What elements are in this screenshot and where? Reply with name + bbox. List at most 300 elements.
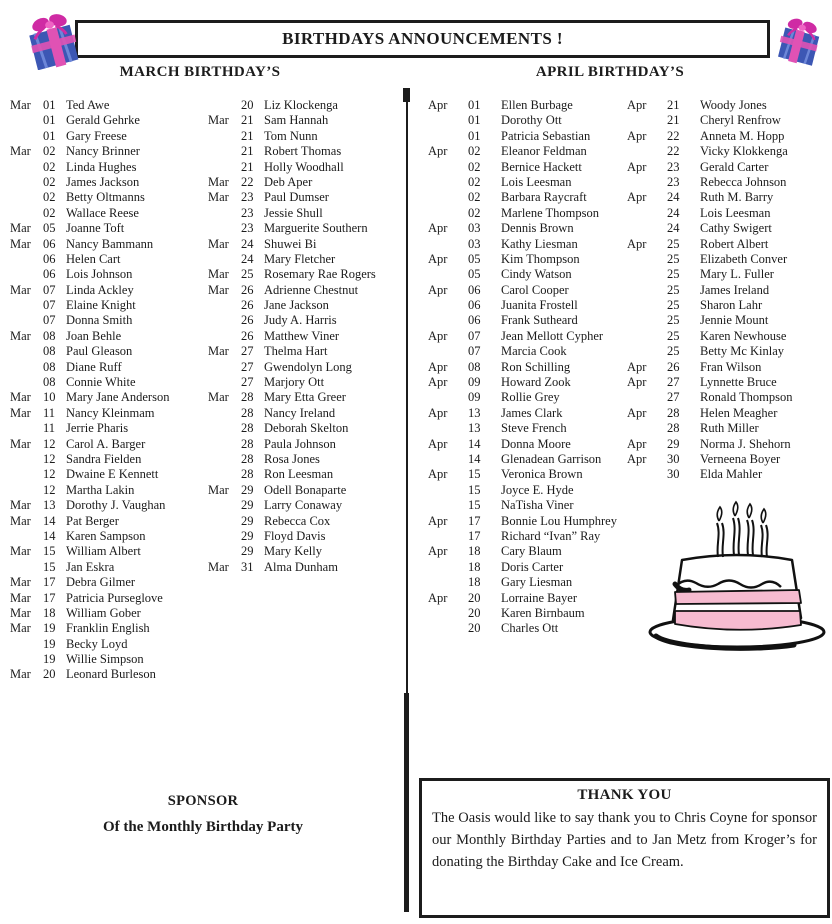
- month-label: [428, 390, 468, 405]
- name-label: Linda Ackley: [66, 282, 134, 297]
- name-label: Martha Lakin: [66, 482, 135, 497]
- name-label: Elizabeth Conver: [700, 251, 788, 266]
- birthday-row: [10, 498, 206, 513]
- month-label: [208, 221, 241, 236]
- day-label: 07: [43, 313, 56, 328]
- page-title: BIRTHDAYS ANNOUNCEMENTS !: [282, 29, 563, 48]
- birthday-row: [428, 514, 624, 529]
- name-label: William Albert: [66, 544, 141, 559]
- name-label: Rosa Jones: [264, 451, 320, 466]
- day-label: 26: [241, 328, 254, 343]
- month-label: [627, 344, 667, 359]
- month-label: Apr: [428, 467, 448, 482]
- day-label: 01: [468, 128, 481, 143]
- month-label: [428, 267, 468, 282]
- month-label: [428, 560, 468, 575]
- month-label: [10, 560, 43, 575]
- april-heading: APRIL BIRTHDAY’S: [535, 64, 685, 80]
- month-label: [428, 529, 468, 544]
- name-label: Norma J. Shehorn: [700, 436, 791, 451]
- day-label: 20: [468, 621, 481, 636]
- day-label: 06: [468, 282, 481, 297]
- birthday-row: [10, 406, 206, 421]
- month-label: Mar: [208, 267, 229, 282]
- name-label: Holly Woodhall: [264, 159, 344, 174]
- birthday-row: [428, 206, 624, 221]
- day-label: 02: [43, 205, 56, 220]
- day-label: 21: [241, 128, 254, 143]
- name-label: Nancy Ireland: [264, 405, 336, 420]
- name-label: Charles Ott: [501, 621, 559, 636]
- month-label: [428, 175, 468, 190]
- day-label: 25: [667, 328, 680, 343]
- birthday-row: [627, 144, 830, 159]
- day-label: 25: [667, 298, 680, 313]
- name-label: Judy A. Harris: [264, 313, 337, 328]
- day-label: 21: [241, 159, 254, 174]
- birthday-row: [428, 313, 624, 328]
- month-label: Mar: [208, 482, 229, 497]
- month-label: [208, 375, 241, 390]
- day-label: 25: [667, 236, 680, 251]
- day-label: 31: [241, 559, 254, 574]
- birthday-row: [208, 206, 406, 221]
- month-label: [208, 160, 241, 175]
- birthday-row: [627, 329, 830, 344]
- day-label: 01: [43, 113, 56, 128]
- day-label: 06: [43, 236, 56, 251]
- name-label: Steve French: [501, 421, 567, 436]
- day-label: 24: [241, 236, 254, 251]
- birthday-row: [208, 129, 406, 144]
- birthday-row: [428, 160, 624, 175]
- birthday-row: [10, 206, 206, 221]
- name-label: Mary Fletcher: [264, 251, 336, 266]
- month-label: [10, 452, 43, 467]
- day-label: 10: [43, 390, 56, 405]
- birthday-row: [208, 529, 406, 544]
- day-label: 18: [43, 605, 56, 620]
- month-label: Mar: [10, 621, 31, 636]
- month-label: Apr: [428, 436, 448, 451]
- birthday-row: [208, 144, 406, 159]
- month-label: Mar: [10, 328, 31, 343]
- name-label: Liz Klockenga: [264, 98, 338, 112]
- month-label: Apr: [428, 221, 448, 236]
- birthday-row: [208, 313, 406, 328]
- birthday-row: [10, 467, 206, 482]
- birthday-row: [10, 560, 206, 575]
- month-label: Mar: [10, 544, 31, 559]
- name-label: Gwendolyn Long: [264, 359, 352, 374]
- birthday-row: [10, 313, 206, 328]
- birthday-row: [208, 421, 406, 436]
- month-label: [10, 652, 43, 667]
- name-label: Diane Ruff: [66, 359, 122, 374]
- birthday-row: [627, 129, 830, 144]
- day-label: 21: [241, 144, 254, 159]
- month-label: [627, 175, 667, 190]
- month-label: [627, 421, 667, 436]
- month-label: Apr: [627, 436, 647, 451]
- day-label: 14: [468, 436, 481, 451]
- birthday-row: [627, 252, 830, 267]
- thank-you-body: The Oasis would like to say thank you to Chris Coyne for sponsor our Monthly Birthday Parties and to Jan Metz from Kroger’s for donating the Birthday Cake and Ice Cream.: [432, 810, 817, 870]
- birthday-row: [10, 237, 206, 252]
- month-label: Mar: [10, 236, 31, 251]
- birthday-row: [627, 298, 830, 313]
- day-label: 29: [667, 436, 680, 451]
- birthday-row: [428, 467, 624, 482]
- month-label: Apr: [627, 190, 647, 205]
- day-label: 28: [241, 451, 254, 466]
- name-label: Linda Hughes: [66, 159, 137, 174]
- name-label: Gerald Gehrke: [66, 113, 140, 128]
- day-label: 27: [667, 390, 680, 405]
- month-label: [10, 421, 43, 436]
- month-label: [428, 129, 468, 144]
- name-label: Marjory Ott: [264, 375, 325, 390]
- birthday-row: [10, 283, 206, 298]
- day-label: 28: [241, 390, 254, 405]
- day-label: 25: [667, 313, 680, 328]
- day-label: 26: [667, 359, 680, 374]
- month-label: Apr: [627, 359, 647, 374]
- month-label: [627, 267, 667, 282]
- month-label: [208, 98, 241, 113]
- header-banner: [75, 20, 770, 58]
- month-label: [627, 467, 667, 482]
- birthday-row: [208, 467, 406, 482]
- name-label: Ron Schilling: [501, 359, 571, 374]
- birthday-row: [10, 575, 206, 590]
- month-label: [10, 467, 43, 482]
- birthday-row: [428, 621, 624, 636]
- month-label: [208, 129, 241, 144]
- day-label: 25: [667, 267, 680, 282]
- day-label: 27: [241, 375, 254, 390]
- month-label: [208, 467, 241, 482]
- day-label: 27: [667, 375, 680, 390]
- day-label: 28: [241, 405, 254, 420]
- day-label: 05: [43, 221, 56, 236]
- month-label: Mar: [208, 282, 229, 297]
- month-label: [428, 206, 468, 221]
- day-label: 26: [241, 313, 254, 328]
- name-label: Fran Wilson: [700, 359, 762, 374]
- month-label: Apr: [627, 98, 647, 112]
- month-label: [428, 344, 468, 359]
- month-label: [10, 175, 43, 190]
- birthday-row: [208, 560, 406, 575]
- month-label: Mar: [10, 282, 31, 297]
- day-label: 12: [43, 467, 56, 482]
- month-label: [428, 575, 468, 590]
- day-label: 18: [468, 559, 481, 574]
- march-birthday-list-col2: [208, 98, 406, 575]
- birthday-row: [10, 544, 206, 559]
- month-label: [208, 298, 241, 313]
- birthday-row: [10, 190, 206, 205]
- name-label: Jean Mellott Cypher: [501, 328, 604, 343]
- name-label: Carol Cooper: [501, 282, 569, 297]
- name-label: Matthew Viner: [264, 328, 340, 343]
- day-label: 25: [667, 344, 680, 359]
- month-label: Apr: [627, 128, 647, 143]
- day-label: 07: [468, 328, 481, 343]
- day-label: 15: [468, 467, 481, 482]
- name-label: Deb Aper: [264, 174, 313, 189]
- day-label: 29: [241, 544, 254, 559]
- month-label: [10, 313, 43, 328]
- birthday-row: [208, 113, 406, 128]
- birthday-row: [10, 483, 206, 498]
- month-label: [10, 360, 43, 375]
- birthday-row: [428, 591, 624, 606]
- month-label: Apr: [627, 451, 647, 466]
- month-label: [428, 190, 468, 205]
- birthday-row: [428, 113, 624, 128]
- month-label: [627, 144, 667, 159]
- day-label: 20: [468, 590, 481, 605]
- birthday-cake-icon: [642, 500, 832, 660]
- birthday-row: [627, 160, 830, 175]
- day-label: 20: [468, 605, 481, 620]
- birthday-row: [10, 591, 206, 606]
- day-label: 23: [241, 190, 254, 205]
- birthday-row: [208, 175, 406, 190]
- birthday-row: [627, 313, 830, 328]
- day-label: 11: [43, 421, 56, 436]
- day-label: 21: [667, 98, 680, 112]
- birthday-row: [208, 190, 406, 205]
- day-label: 23: [667, 159, 680, 174]
- name-label: James Clark: [501, 405, 563, 420]
- month-label: [10, 160, 43, 175]
- day-label: 15: [43, 544, 56, 559]
- month-label: [627, 283, 667, 298]
- name-label: Mary Jane Anderson: [66, 390, 170, 405]
- month-label: Mar: [10, 667, 31, 682]
- birthday-row: [428, 560, 624, 575]
- birthday-row: [627, 221, 830, 236]
- name-label: Thelma Hart: [264, 344, 328, 359]
- day-label: 14: [43, 528, 56, 543]
- birthday-row: [208, 406, 406, 421]
- day-label: 17: [43, 575, 56, 590]
- month-label: [10, 529, 43, 544]
- month-label: Apr: [428, 544, 448, 559]
- birthday-row: [627, 267, 830, 282]
- name-label: Kathy Liesman: [501, 236, 578, 251]
- day-label: 24: [667, 221, 680, 236]
- name-label: Karen Newhouse: [700, 328, 787, 343]
- day-label: 29: [241, 528, 254, 543]
- name-label: Debra Gilmer: [66, 575, 136, 590]
- birthday-row: [208, 452, 406, 467]
- day-label: 17: [43, 590, 56, 605]
- birthday-row: [10, 606, 206, 621]
- day-label: 30: [667, 451, 680, 466]
- birthday-row: [428, 298, 624, 313]
- day-label: 29: [241, 513, 254, 528]
- birthday-row: [10, 144, 206, 159]
- day-label: 03: [468, 221, 481, 236]
- march-heading: MARCH BIRTHDAY’S: [119, 64, 281, 80]
- birthday-row: [627, 421, 830, 436]
- name-label: Mary Etta Greer: [264, 390, 346, 405]
- birthday-row: [10, 637, 206, 652]
- birthday-row: [208, 483, 406, 498]
- birthday-row: [428, 437, 624, 452]
- name-label: Lois Leesman: [700, 205, 771, 220]
- name-label: Lorraine Bayer: [501, 590, 578, 605]
- name-label: Betty Oltmanns: [66, 190, 145, 205]
- birthday-row: [10, 667, 206, 682]
- name-label: Frank Sutheard: [501, 313, 578, 328]
- name-label: Glenadean Garrison: [501, 451, 602, 466]
- day-label: 05: [468, 267, 481, 282]
- month-label: Mar: [10, 390, 31, 405]
- birthday-row: [208, 360, 406, 375]
- day-label: 27: [241, 359, 254, 374]
- day-label: 08: [468, 359, 481, 374]
- name-label: Deborah Skelton: [264, 421, 349, 436]
- name-label: Joanne Toft: [66, 221, 125, 236]
- month-label: [428, 483, 468, 498]
- name-label: Sam Hannah: [264, 113, 329, 128]
- birthday-row: [627, 206, 830, 221]
- name-label: Nancy Brinner: [66, 144, 140, 159]
- birthday-row: [208, 283, 406, 298]
- day-label: 12: [43, 482, 56, 497]
- month-label: [208, 437, 241, 452]
- name-label: Odell Bonaparte: [264, 482, 347, 497]
- month-label: Mar: [208, 190, 229, 205]
- name-label: Leonard Burleson: [66, 667, 156, 682]
- day-label: 29: [241, 498, 254, 513]
- month-label: [208, 421, 241, 436]
- month-label: [208, 498, 241, 513]
- month-label: [428, 421, 468, 436]
- birthday-row: [627, 390, 830, 405]
- month-label: [208, 360, 241, 375]
- day-label: 02: [43, 174, 56, 189]
- name-label: Verneena Boyer: [700, 451, 781, 466]
- day-label: 24: [667, 205, 680, 220]
- day-label: 24: [241, 251, 254, 266]
- month-label: [627, 298, 667, 313]
- sponsor-block: [0, 793, 406, 836]
- name-label: Willie Simpson: [66, 652, 144, 667]
- birthday-row: [10, 652, 206, 667]
- month-label: Mar: [208, 344, 229, 359]
- month-label: [10, 298, 43, 313]
- name-label: Doris Carter: [501, 559, 564, 574]
- month-label: Mar: [10, 498, 31, 513]
- birthday-row: [208, 237, 406, 252]
- name-label: Howard Zook: [501, 375, 571, 390]
- day-label: 20: [241, 98, 254, 112]
- name-label: Wallace Reese: [66, 205, 139, 220]
- day-label: 21: [241, 113, 254, 128]
- day-label: 25: [667, 251, 680, 266]
- name-label: Shuwei Bi: [264, 236, 317, 251]
- name-label: Cathy Swigert: [700, 221, 772, 236]
- birthday-row: [428, 498, 624, 513]
- month-label: Apr: [627, 405, 647, 420]
- month-label: [10, 375, 43, 390]
- name-label: Ted Awe: [66, 98, 110, 112]
- birthday-row: [208, 544, 406, 559]
- name-label: Gerald Carter: [700, 159, 769, 174]
- name-label: Lynnette Bruce: [700, 375, 777, 390]
- birthday-row: [428, 175, 624, 190]
- month-label: [10, 206, 43, 221]
- day-label: 22: [241, 174, 254, 189]
- name-label: Donna Moore: [501, 436, 571, 451]
- column-divider: [406, 100, 408, 693]
- day-label: 02: [468, 159, 481, 174]
- name-label: Ruth Miller: [700, 421, 759, 436]
- birthday-row: [208, 390, 406, 405]
- day-label: 13: [43, 498, 56, 513]
- birthday-row: [428, 421, 624, 436]
- day-label: 17: [468, 513, 481, 528]
- birthday-row: [428, 375, 624, 390]
- day-label: 01: [43, 98, 56, 112]
- day-label: 02: [468, 174, 481, 189]
- name-label: Gary Freese: [66, 128, 127, 143]
- day-label: 20: [43, 667, 56, 682]
- day-label: 28: [241, 436, 254, 451]
- day-label: 09: [468, 390, 481, 405]
- name-label: Rosemary Rae Rogers: [264, 267, 376, 282]
- birthday-row: [428, 329, 624, 344]
- day-label: 07: [43, 282, 56, 297]
- month-label: [208, 544, 241, 559]
- day-label: 14: [43, 513, 56, 528]
- day-label: 17: [468, 528, 481, 543]
- month-label: Mar: [10, 436, 31, 451]
- birthday-row: [10, 437, 206, 452]
- name-label: Cary Blaum: [501, 544, 562, 559]
- day-label: 01: [468, 113, 481, 128]
- sponsor-subtitle: Of the Monthly Birthday Party: [103, 819, 303, 835]
- birthday-row: [627, 467, 830, 482]
- birthday-row: [10, 452, 206, 467]
- birthday-row: [428, 544, 624, 559]
- day-label: 15: [468, 482, 481, 497]
- day-label: 22: [667, 144, 680, 159]
- month-label: Apr: [428, 590, 448, 605]
- birthday-row: [208, 437, 406, 452]
- name-label: Karen Sampson: [66, 528, 146, 543]
- month-label: Apr: [627, 375, 647, 390]
- birthday-row: [428, 237, 624, 252]
- name-label: Pat Berger: [66, 513, 119, 528]
- name-label: Dwaine E Kennett: [66, 467, 159, 482]
- birthday-row: [10, 375, 206, 390]
- birthday-row: [10, 298, 206, 313]
- month-label: [627, 221, 667, 236]
- name-label: Robert Thomas: [264, 144, 342, 159]
- name-label: Eleanor Feldman: [501, 144, 587, 159]
- day-label: 08: [43, 328, 56, 343]
- month-label: Mar: [10, 221, 31, 236]
- day-label: 13: [468, 405, 481, 420]
- month-label: [428, 498, 468, 513]
